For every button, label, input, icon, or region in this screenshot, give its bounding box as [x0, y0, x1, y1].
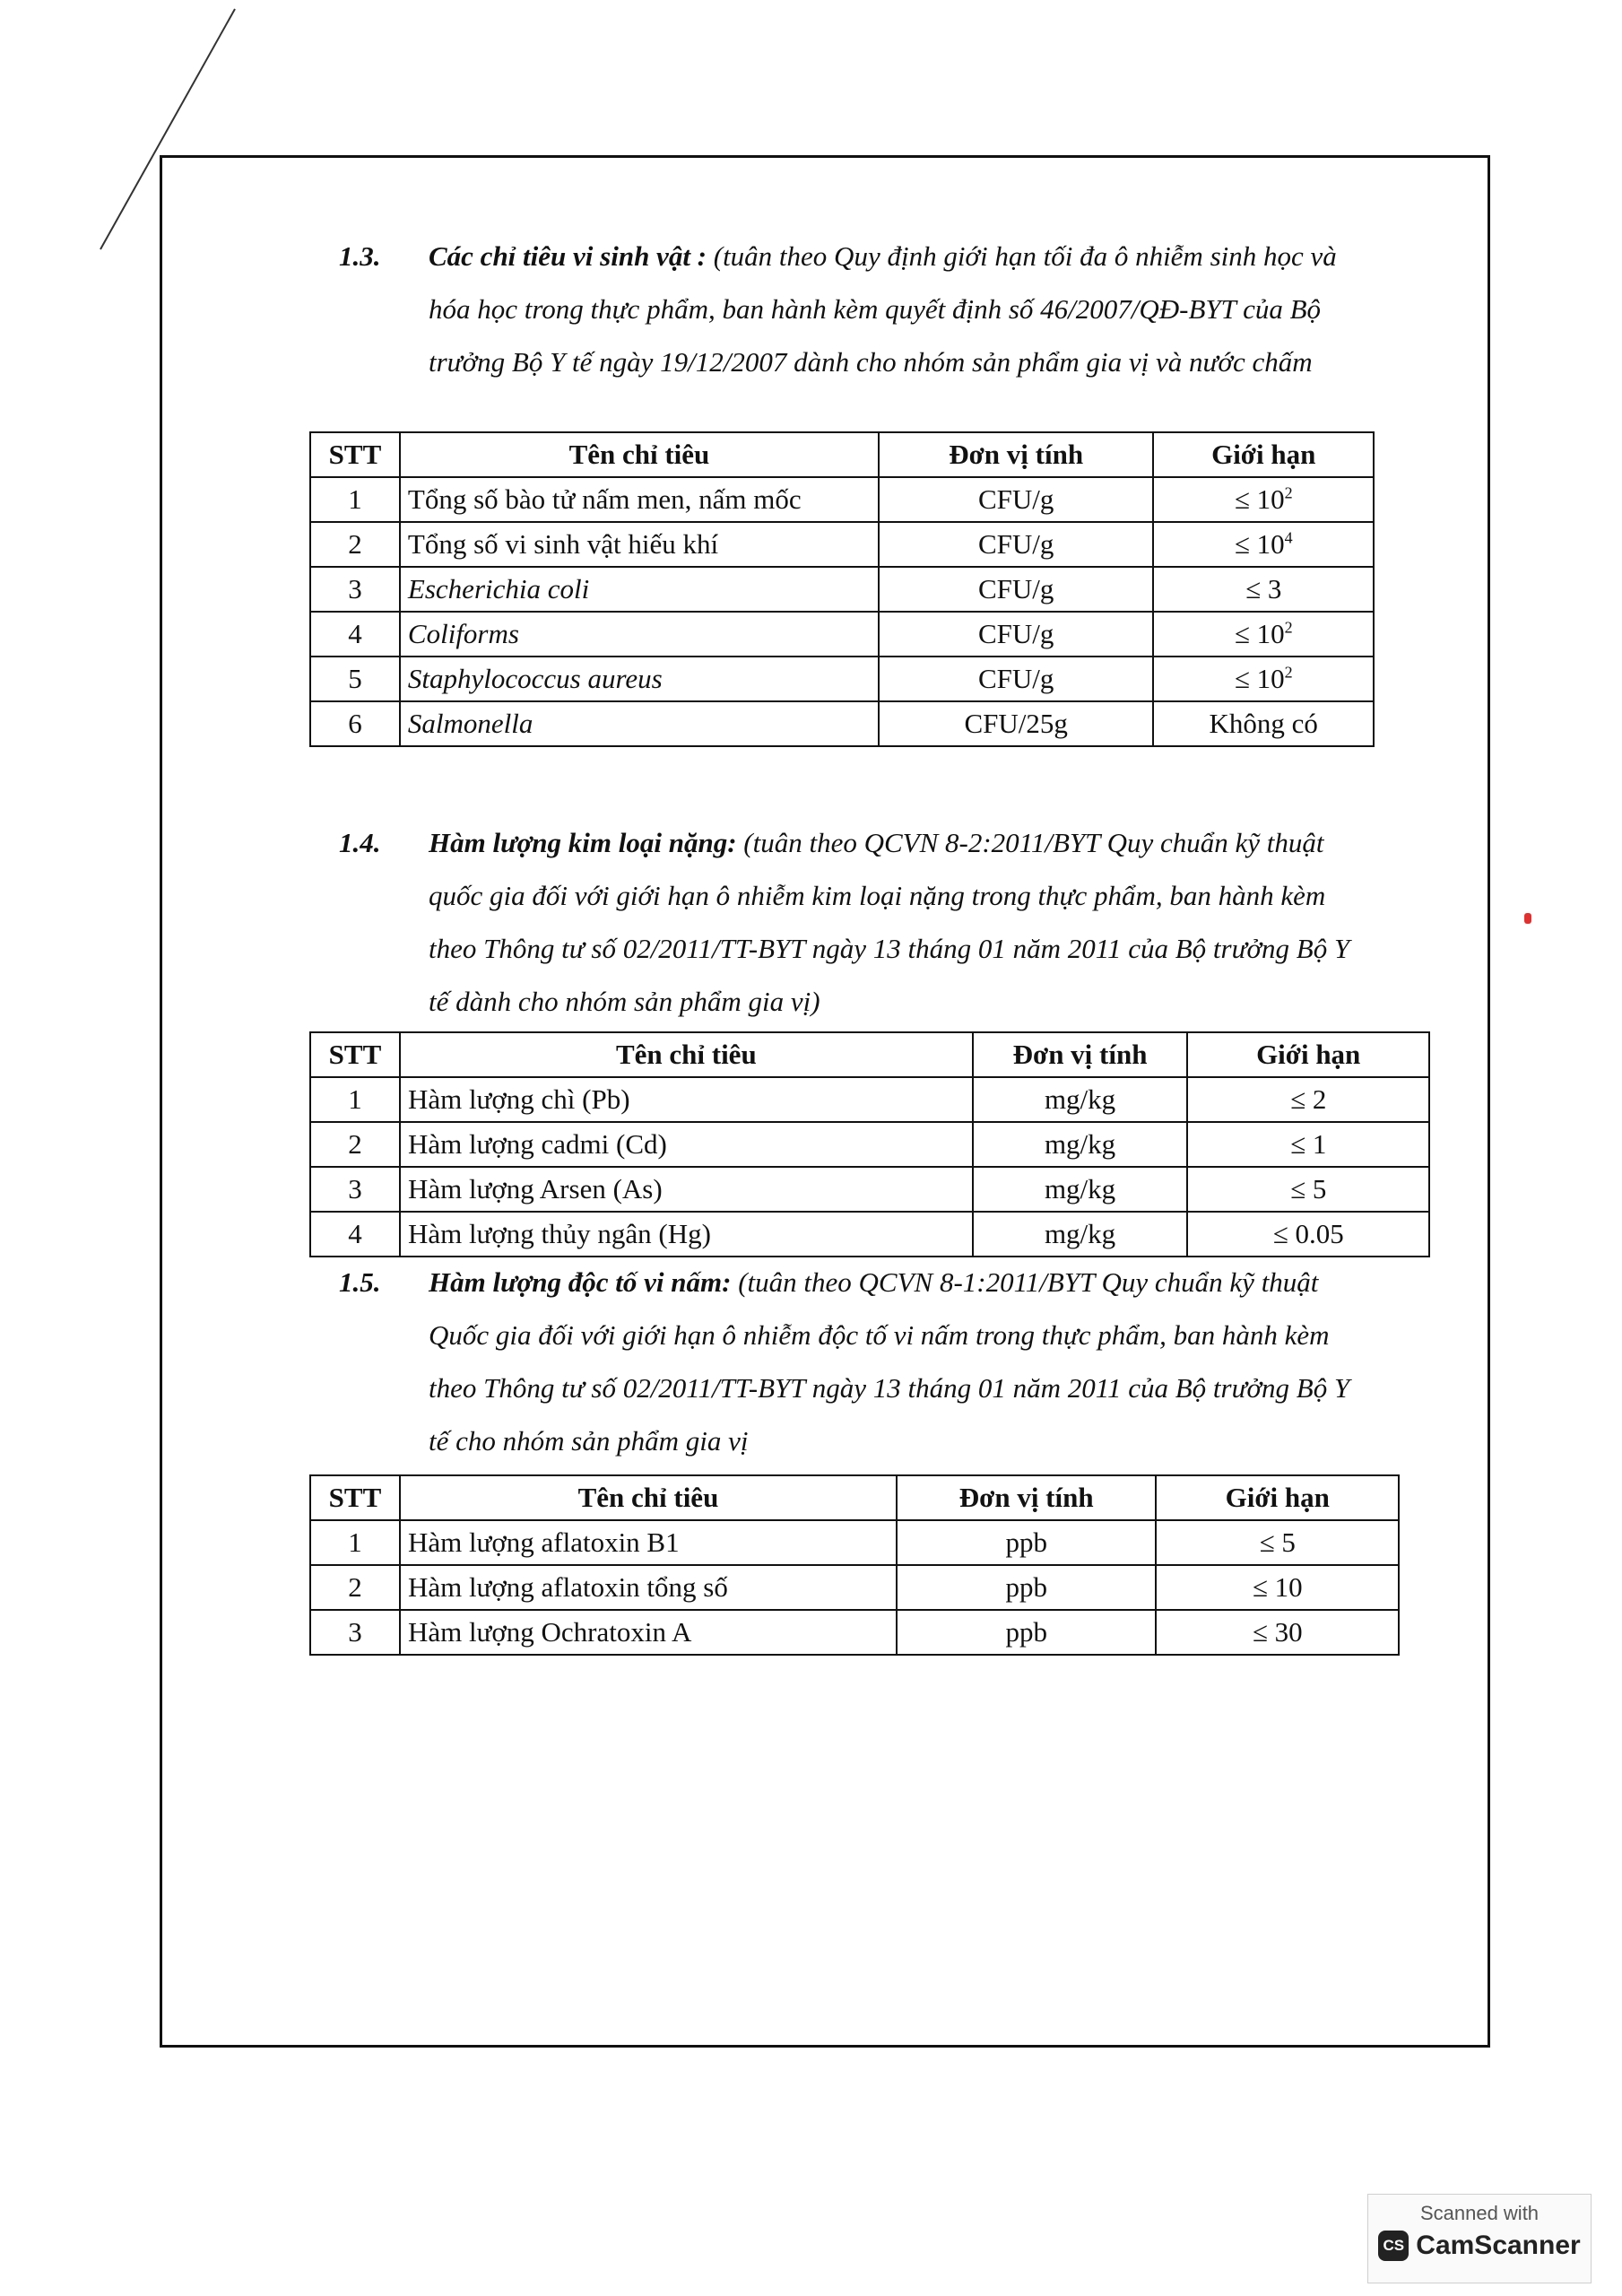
table-row: [310, 1610, 1399, 1655]
section-line: Quốc gia đối với giới hạn ô nhiễm độc tố vi nấm trong thực phẩm, ban hành kèm: [429, 1319, 1330, 1351]
unit-cell: CFU/g: [879, 477, 1153, 522]
unit-cell: ppb: [897, 1520, 1156, 1565]
red-mark: [1524, 913, 1531, 924]
table-row: [310, 567, 1374, 612]
limit-exponent: 2: [1284, 663, 1293, 682]
limit-cell: [1153, 477, 1374, 522]
stt-cell: 3: [310, 1167, 400, 1212]
table-header-row: [310, 1032, 1429, 1077]
limit-exponent: 2: [1284, 618, 1293, 637]
limit-cell: ≤ 5: [1156, 1520, 1399, 1565]
stt-cell: 2: [310, 1122, 400, 1167]
unit-cell: CFU/25g: [879, 701, 1153, 746]
section-line: tế dành cho nhóm sản phẩm gia vị): [429, 986, 820, 1017]
name-cell: Staphylococcus aureus: [400, 657, 879, 701]
section-title: Các chỉ tiêu vi sinh vật :: [429, 240, 707, 272]
header-cell: Đơn vị tính: [897, 1475, 1156, 1520]
header-cell: Tên chỉ tiêu: [400, 1032, 973, 1077]
limit-cell: [1153, 567, 1374, 612]
limit-cell: ≤ 2: [1187, 1077, 1429, 1122]
section-title: Hàm lượng độc tố vi nấm:: [429, 1266, 732, 1298]
stt-cell: 5: [310, 657, 400, 701]
stt-cell: 6: [310, 701, 400, 746]
name-cell: Tổng số vi sinh vật hiếu khí: [400, 522, 879, 567]
unit-cell: mg/kg: [973, 1077, 1188, 1122]
name-cell: Tổng số bào tử nấm men, nấm mốc: [400, 477, 879, 522]
name-cell: Hàm lượng aflatoxin B1: [400, 1520, 897, 1565]
section-1-4-heading: [339, 816, 1433, 1028]
limit-cell: Không có: [1153, 701, 1374, 746]
limit-exponent: 4: [1284, 528, 1293, 547]
section-line: (tuân theo Quy định giới hạn tối đa ô nhiễm sinh học và: [713, 240, 1337, 272]
table-row: [310, 657, 1374, 701]
section-line: tế cho nhóm sản phẩm gia vị: [429, 1425, 749, 1457]
limit-value: ≤ 10: [1234, 483, 1285, 515]
stt-cell: 1: [310, 1520, 400, 1565]
section-title: Hàm lượng kim loại nặng:: [429, 827, 737, 858]
name-cell: Coliforms: [400, 612, 879, 657]
name-cell: Hàm lượng chì (Pb): [400, 1077, 973, 1122]
limit-cell: ≤ 10: [1156, 1565, 1399, 1610]
name-cell: Hàm lượng thủy ngân (Hg): [400, 1212, 973, 1257]
stt-cell: 2: [310, 522, 400, 567]
table-row: [310, 1565, 1399, 1610]
section-line: theo Thông tư số 02/2011/TT-BYT ngày 13 tháng 01 năm 2011 của Bộ trưởng Bộ Y: [429, 1372, 1350, 1404]
limit-exponent: 2: [1284, 483, 1293, 502]
limit-value: ≤ 10: [1234, 663, 1285, 694]
unit-cell: CFU/g: [879, 522, 1153, 567]
microbiology-table: [309, 431, 1375, 747]
section-number: 1.4.: [339, 827, 381, 858]
stt-cell: 3: [310, 567, 400, 612]
limit-value: ≤ 3: [1245, 573, 1282, 604]
limit-cell: ≤ 0.05: [1187, 1212, 1429, 1257]
section-line: (tuân theo QCVN 8-1:2011/BYT Quy chuẩn kỹ thuật: [738, 1266, 1319, 1298]
section-line: theo Thông tư số 02/2011/TT-BYT ngày 13 tháng 01 năm 2011 của Bộ trưởng Bộ Y: [429, 933, 1350, 964]
limit-cell: [1153, 657, 1374, 701]
watermark-caption: Scanned with: [1419, 2202, 1540, 2224]
stt-cell: 2: [310, 1565, 400, 1610]
limit-value: ≤ 10: [1234, 528, 1285, 560]
table-row: [310, 612, 1374, 657]
limit-value: ≤ 10: [1234, 618, 1285, 649]
header-cell: Tên chỉ tiêu: [400, 1475, 897, 1520]
header-cell: Giới hạn: [1156, 1475, 1399, 1520]
watermark-brand: CamScanner: [1416, 2231, 1581, 2260]
header-cell: Đơn vị tính: [973, 1032, 1188, 1077]
stt-cell: 4: [310, 612, 400, 657]
table-row: [310, 1122, 1429, 1167]
name-cell: Hàm lượng Arsen (As): [400, 1167, 973, 1212]
name-cell: Hàm lượng aflatoxin tổng số: [400, 1565, 897, 1610]
heavy-metals-table: [309, 1031, 1430, 1257]
section-number: 1.5.: [339, 1266, 381, 1298]
table-header-row: [310, 1475, 1399, 1520]
limit-cell: ≤ 1: [1187, 1122, 1429, 1167]
header-cell: Tên chỉ tiêu: [400, 432, 879, 477]
unit-cell: mg/kg: [973, 1212, 1188, 1257]
camscanner-watermark: [1367, 2194, 1592, 2283]
name-cell: Salmonella: [400, 701, 879, 746]
header-cell: Giới hạn: [1187, 1032, 1429, 1077]
table-row: [310, 1167, 1429, 1212]
limit-cell: [1153, 612, 1374, 657]
limit-cell: [1153, 522, 1374, 567]
table-row: [310, 701, 1374, 746]
table-row: [310, 1212, 1429, 1257]
stt-cell: 1: [310, 1077, 400, 1122]
header-cell: STT: [310, 432, 400, 477]
stt-cell: 3: [310, 1610, 400, 1655]
unit-cell: mg/kg: [973, 1167, 1188, 1212]
name-cell: Escherichia coli: [400, 567, 879, 612]
section-line: trưởng Bộ Y tế ngày 19/12/2007 dành cho nhóm sản phẩm gia vị và nước chấm: [429, 346, 1313, 378]
stt-cell: 4: [310, 1212, 400, 1257]
section-1-3-heading: [339, 230, 1433, 388]
unit-cell: CFU/g: [879, 657, 1153, 701]
header-cell: Đơn vị tính: [879, 432, 1153, 477]
section-line: hóa học trong thực phẩm, ban hành kèm quyết định số 46/2007/QĐ-BYT của Bộ: [429, 293, 1322, 325]
table-row: [310, 477, 1374, 522]
limit-cell: ≤ 30: [1156, 1610, 1399, 1655]
header-cell: STT: [310, 1475, 400, 1520]
mycotoxin-table: [309, 1474, 1400, 1656]
stt-cell: 1: [310, 477, 400, 522]
header-cell: STT: [310, 1032, 400, 1077]
unit-cell: CFU/g: [879, 612, 1153, 657]
section-line: quốc gia đối với giới hạn ô nhiễm kim loại nặng trong thực phẩm, ban hành kèm: [429, 880, 1326, 911]
section-number: 1.3.: [339, 240, 381, 272]
section-1-5-heading: [339, 1256, 1433, 1467]
table-row: [310, 1520, 1399, 1565]
name-cell: Hàm lượng cadmi (Cd): [400, 1122, 973, 1167]
unit-cell: ppb: [897, 1610, 1156, 1655]
unit-cell: ppb: [897, 1565, 1156, 1610]
name-cell: Hàm lượng Ochratoxin A: [400, 1610, 897, 1655]
table-row: [310, 522, 1374, 567]
table-header-row: [310, 432, 1374, 477]
header-cell: Giới hạn: [1153, 432, 1374, 477]
camscanner-logo-icon: CS: [1378, 2231, 1409, 2261]
section-line: (tuân theo QCVN 8-2:2011/BYT Quy chuẩn kỹ thuật: [743, 827, 1324, 858]
table-row: [310, 1077, 1429, 1122]
unit-cell: CFU/g: [879, 567, 1153, 612]
limit-cell: ≤ 5: [1187, 1167, 1429, 1212]
unit-cell: mg/kg: [973, 1122, 1188, 1167]
